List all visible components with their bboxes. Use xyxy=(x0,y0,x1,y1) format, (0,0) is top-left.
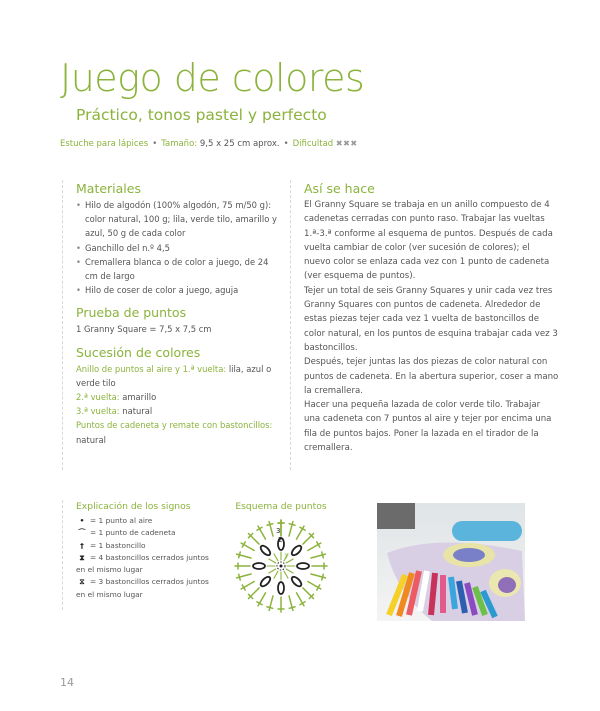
color-row: 3.ª vuelta: natural xyxy=(76,406,153,417)
stitch-diagram-icon xyxy=(229,516,333,616)
color-row: Puntos de cadeneta y remate con bastoncillos: natural xyxy=(76,420,273,445)
left-column xyxy=(76,180,281,447)
instructions-paragraph: Tejer un total de seis Granny Squares y unir cada vez tres Granny Squares con puntos de cadeneta. Alrededor de estas piezas tejer cada vez 1 vuelta de bastoncillos de color natural, en los puntos de esquina trabajar cada vez 3 bastoncillos. xyxy=(304,285,558,353)
bottom-left-divider xyxy=(62,500,63,610)
instructions-paragraph: Hacer una pequeña lazada de color verde tilo. Trabajar una cadeneta con 7 puntos al aire y tejer por encima una fila de puntos bajos. Poner la lazada en el tirador de la cremallera. xyxy=(304,400,552,454)
svg-text:3: 3 xyxy=(276,527,281,535)
gauge-section xyxy=(76,304,281,336)
sign-item: ⧗ = 4 bastoncillos cerrados juntos xyxy=(76,552,216,564)
instructions-paragraph: Después, tejer juntas las dos piezas de color natural con puntos de cadeneta. En la abertura superior, coser a mano la cremallera. xyxy=(304,357,559,396)
difficulty-stars-icon: ✖✖✖ xyxy=(335,139,358,148)
page-title: Juego de colores xyxy=(60,56,365,100)
materials-section xyxy=(76,180,281,297)
column-divider xyxy=(290,180,291,470)
materials-item: • Ganchillo del n.º 4,5 xyxy=(76,241,281,255)
materials-item: • Hilo de algodón (100% algodón, 75 m/50 g): color natural, 100 g; lila, verde tilo, amarillo y azul, 50 g de cada color xyxy=(76,198,281,241)
materials-item: • Cremallera blanca o de color a juego, de 24 cm de largo xyxy=(76,255,281,283)
sign-item: • = 1 punto al aire xyxy=(76,515,216,527)
left-divider xyxy=(62,180,63,470)
cluster4-icon: ⧗ xyxy=(79,552,85,562)
sign-item: † = 1 bastoncillo xyxy=(76,540,216,552)
gauge-text: 1 Granny Square = 7,5 x 7,5 cm xyxy=(76,324,212,335)
sign-item: ⧖ = 3 bastoncillos cerrados juntos xyxy=(76,576,216,588)
materials-list xyxy=(76,198,281,297)
colors-section xyxy=(76,344,281,447)
meta-item: Estuche para lápices xyxy=(60,139,149,149)
meta-difficulty-label: Dificultad xyxy=(292,139,334,149)
stitch-schema xyxy=(226,500,336,616)
instructions-heading: Así se hace xyxy=(304,181,375,196)
svg-text:1: 1 xyxy=(284,553,288,560)
color-row: Anillo de puntos al aire y 1.ª vuelta: lila, azul o verde tilo xyxy=(76,363,272,388)
materials-item: • Hilo de coser de color a juego, aguja xyxy=(76,283,281,297)
cluster3-icon: ⧖ xyxy=(79,577,85,587)
dot-icon: • xyxy=(79,516,85,525)
gauge-heading: Prueba de puntos xyxy=(76,305,187,321)
sign-item: ⌒ = 1 punto de cadeneta xyxy=(76,527,216,539)
page-subtitle: Práctico, tonos pastel y perfecto xyxy=(76,106,327,124)
pencil-case-photo-icon xyxy=(377,503,525,621)
page-number: 14 xyxy=(60,676,74,689)
arc-icon: ⌒ xyxy=(78,528,86,538)
meta-size-label: Tamaño: xyxy=(161,139,198,149)
project-meta: Estuche para lápices • Tamaño: 9,5 x 25 cm aprox. • Dificultad ✖✖✖ xyxy=(60,139,358,149)
schema-heading: Esquema de puntos xyxy=(235,501,327,512)
signs-heading: Explicación de los signos xyxy=(76,501,191,512)
instructions-paragraph: El Granny Square se trabaja en un anillo compuesto de 4 cadenetas cerradas con punto raso. Trabajar las vueltas 1.ª-3.ª conforme al esquema de puntos. Después de cada vuelta cambiar de color (ver sucesión de colores); el nuevo color se enlaza cada vez con 1 punto de cadeneta (ver esquema de puntos). xyxy=(304,200,553,282)
signs-legend: Explicación de los signos • = 1 punto al aire ⌒ = 1 punto de cadeneta † = 1 bastoncillo ⧗ = 4 bastoncillos cerrados juntos en el mismo lugar ⧖ = 3 bastoncillos cerrados juntos en el mismo lugar xyxy=(76,500,216,601)
svg-text:2: 2 xyxy=(278,536,283,544)
colors-heading: Sucesión de colores xyxy=(76,344,201,360)
product-photo xyxy=(377,503,525,621)
meta-size-value: 9,5 x 25 cm aprox. xyxy=(199,139,280,149)
dagger-icon: † xyxy=(80,540,84,550)
color-row: 2.ª vuelta: amarillo xyxy=(76,392,157,403)
instructions-column xyxy=(304,180,559,455)
materials-heading: Materiales xyxy=(76,181,141,196)
